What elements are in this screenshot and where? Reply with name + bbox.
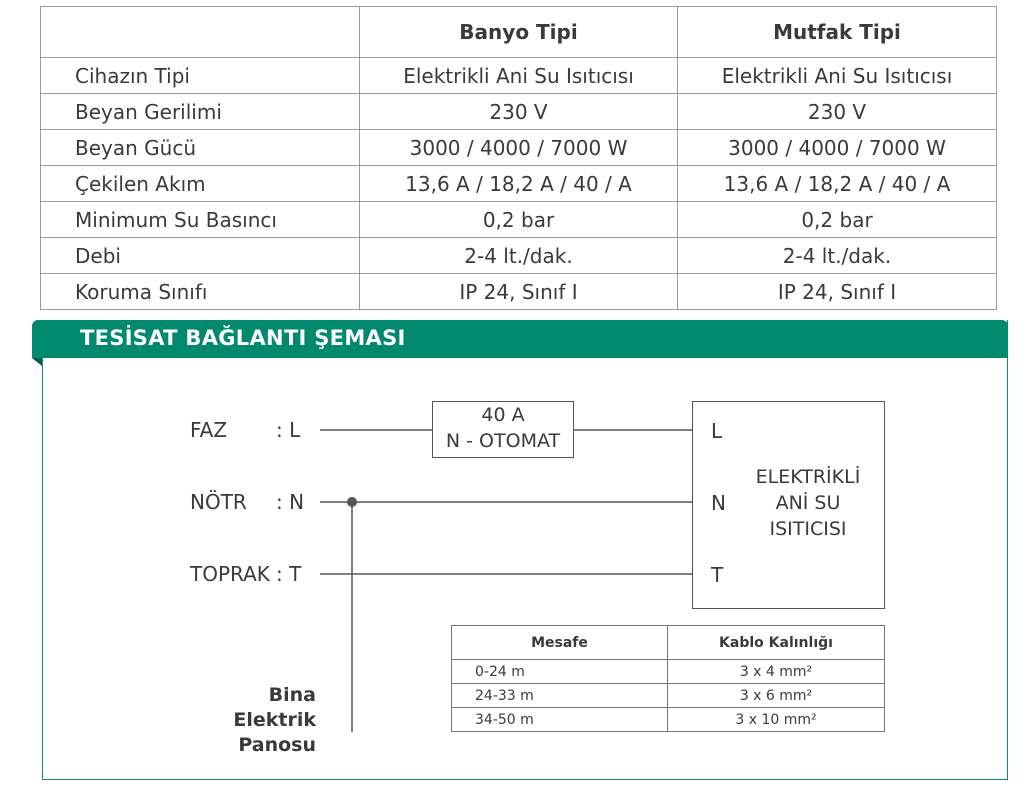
heater-terminal-l: L — [711, 419, 723, 443]
heater-box — [692, 401, 885, 609]
building-panel-line1: Bina Elektrik — [233, 684, 316, 731]
heater-name-line1: ELEKTRİKLİ — [755, 466, 861, 488]
spec-row-label: Beyan Gerilimi — [41, 94, 360, 130]
cable-row — [452, 660, 885, 684]
cable-row — [452, 684, 885, 708]
toprak-terminal: : T — [276, 562, 302, 586]
spec-cell-banyo: 3000 / 4000 / 7000 W — [360, 130, 678, 166]
heater-name-line3: ISITICISI — [769, 518, 847, 540]
cable-distance: 24-33 m — [452, 684, 668, 708]
cable-distance: 0-24 m — [452, 660, 668, 684]
notr-label: NÖTR — [190, 490, 247, 514]
spec-row-label: Çekilen Akım — [41, 166, 360, 202]
spec-cell-mutfak: IP 24, Sınıf I — [678, 274, 997, 310]
spec-cell-mutfak: 0,2 bar — [678, 202, 997, 238]
heater-terminal-n: N — [711, 491, 726, 515]
faz-label: FAZ — [190, 418, 228, 442]
spec-cell-banyo: 2-4 lt./dak. — [360, 238, 678, 274]
spec-cell-banyo: 230 V — [360, 94, 678, 130]
notr-terminal: : N — [276, 490, 305, 514]
notr-junction-dot — [347, 497, 357, 507]
cable-distance: 34-50 m — [452, 708, 668, 732]
spec-header-banyo: Banyo Tipi — [360, 7, 678, 58]
spec-cell-banyo: 13,6 A / 18,2 A / 40 / A — [360, 166, 678, 202]
cable-header-size: Kablo Kalınlığı — [668, 626, 885, 660]
spec-cell-mutfak: 2-4 lt./dak. — [678, 238, 997, 274]
spec-cell-mutfak: 3000 / 4000 / 7000 W — [678, 130, 997, 166]
cable-size: 3 x 4 mm² — [668, 660, 885, 684]
spec-row-label: Koruma Sınıfı — [41, 274, 360, 310]
cable-header-distance: Mesafe — [452, 626, 668, 660]
cable-header-row — [452, 626, 885, 660]
building-panel-line2: Panosu — [238, 734, 316, 756]
otomat-box — [432, 401, 574, 458]
spec-header-mutfak: Mutfak Tipi — [678, 7, 997, 58]
spec-cell-mutfak: 13,6 A / 18,2 A / 40 / A — [678, 166, 997, 202]
spec-cell-banyo: Elektrikli Ani Su Isıtıcısı — [360, 58, 678, 94]
building-panel-label — [180, 683, 316, 758]
otomat-rating: 40 A — [481, 404, 525, 426]
spec-cell-banyo: IP 24, Sınıf I — [360, 274, 678, 310]
heater-terminal-t: T — [711, 563, 724, 587]
spec-row-label: Minimum Su Basıncı — [41, 202, 360, 238]
spec-cell-mutfak: 230 V — [678, 94, 997, 130]
cable-table — [451, 625, 885, 732]
spec-row-label: Cihazın Tipi — [41, 58, 360, 94]
cable-size: 3 x 6 mm² — [668, 684, 885, 708]
cable-row — [452, 708, 885, 732]
cable-size: 3 x 10 mm² — [668, 708, 885, 732]
toprak-label: TOPRAK — [190, 562, 270, 586]
spec-row-label: Debi — [41, 238, 360, 274]
spec-row-label: Beyan Gücü — [41, 130, 360, 166]
otomat-name: N - OTOMAT — [445, 430, 561, 452]
section-title: TESİSAT BAĞLANTI ŞEMASI — [80, 326, 406, 350]
spec-cell-banyo: 0,2 bar — [360, 202, 678, 238]
spec-cell-mutfak: Elektrikli Ani Su Isıtıcısı — [678, 58, 997, 94]
faz-terminal: : L — [276, 418, 301, 442]
heater-name-line2: ANİ SU — [775, 492, 841, 514]
